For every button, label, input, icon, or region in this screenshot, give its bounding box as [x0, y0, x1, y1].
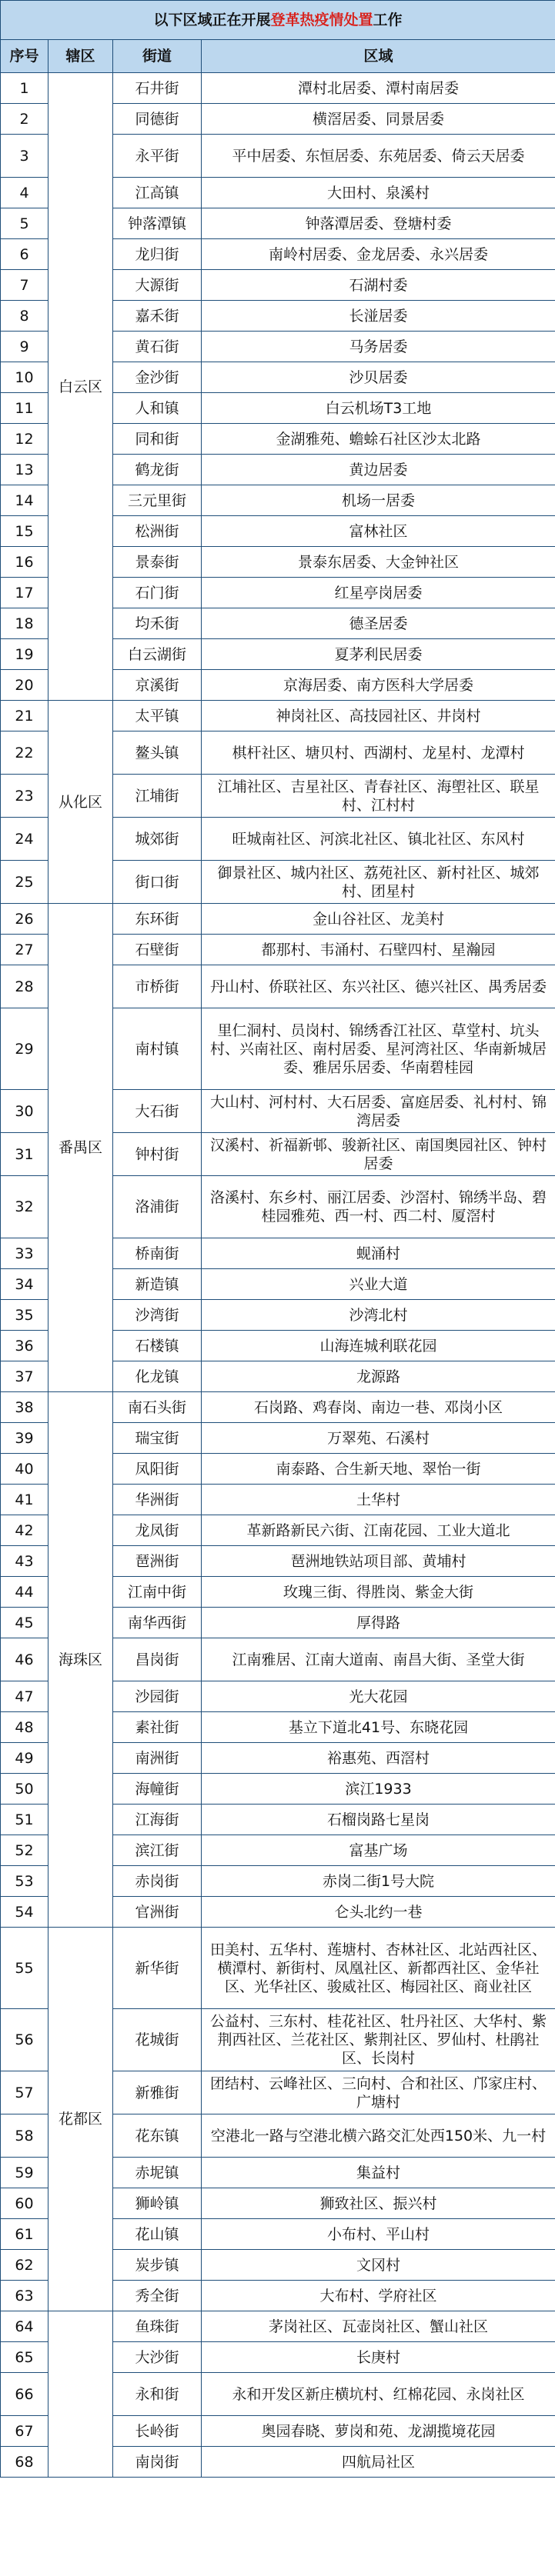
row-number: 36: [1, 1331, 48, 1361]
area-cell: 大山村、河村村、大石居委、富庭居委、礼村村、锦湾居委: [202, 1090, 555, 1133]
row-number: 54: [1, 1897, 48, 1928]
row-number: 62: [1, 2250, 48, 2281]
street-cell: 桥南街: [113, 1238, 202, 1269]
street-cell: 鹤龙街: [113, 455, 202, 485]
row-number: 57: [1, 2071, 48, 2114]
row-number: 3: [1, 135, 48, 178]
area-cell: 都那村、韦涌村、石壁四村、星瀚园: [202, 935, 555, 965]
street-cell: 琶洲街: [113, 1546, 202, 1577]
row-number: 30: [1, 1090, 48, 1133]
area-cell: 石岗路、鸡春岗、南边一巷、邓岗小区: [202, 1392, 555, 1423]
area-cell: 南泰路、合生新天地、翠怡一街: [202, 1454, 555, 1485]
street-cell: 花城街: [113, 2009, 202, 2071]
area-cell: 旺城南社区、河滨北社区、镇北社区、东风村: [202, 818, 555, 861]
street-cell: 江海街: [113, 1805, 202, 1835]
row-number: 9: [1, 332, 48, 362]
area-cell: 滨江1933: [202, 1774, 555, 1805]
street-cell: 花山镇: [113, 2219, 202, 2250]
street-cell: 化龙镇: [113, 1361, 202, 1392]
row-number: 21: [1, 701, 48, 731]
area-cell: 钟落潭居委、登塘村委: [202, 208, 555, 239]
row-number: 14: [1, 485, 48, 516]
area-cell: 德圣居委: [202, 608, 555, 639]
street-cell: 素社街: [113, 1712, 202, 1743]
area-cell: 奥园春晓、萝岗和苑、龙湖揽境花园: [202, 2416, 555, 2447]
row-number: 27: [1, 935, 48, 965]
area-cell: 马务居委: [202, 332, 555, 362]
row-number: 44: [1, 1577, 48, 1608]
area-cell: 革新路新民六街、江南花园、工业大道北: [202, 1515, 555, 1546]
table-title: [1, 1, 555, 40]
area-cell: 光大花园: [202, 1681, 555, 1712]
street-cell: 赤坭镇: [113, 2158, 202, 2188]
row-number: 22: [1, 731, 48, 775]
row-number: 40: [1, 1454, 48, 1485]
street-cell: 秀全街: [113, 2281, 202, 2311]
title-row: [1, 1, 555, 40]
area-cell: 空港北一路与空港北横六路交汇处西150米、九一村: [202, 2114, 555, 2158]
row-number: 11: [1, 393, 48, 424]
row-number: 43: [1, 1546, 48, 1577]
table-row: [1, 904, 555, 935]
area-cell: 石榴岗路七星岗: [202, 1805, 555, 1835]
street-cell: 沙湾街: [113, 1300, 202, 1331]
row-number: 5: [1, 208, 48, 239]
area-cell: 基立下道北41号、东晓花园: [202, 1712, 555, 1743]
street-cell: 钟落潭镇: [113, 208, 202, 239]
street-cell: 新华街: [113, 1928, 202, 2009]
row-number: 20: [1, 670, 48, 701]
row-number: 24: [1, 818, 48, 861]
area-cell: 江南雅居、江南大道南、南昌大街、圣堂大街: [202, 1638, 555, 1681]
street-cell: 石楼镇: [113, 1331, 202, 1361]
area-cell: 兴业大道: [202, 1269, 555, 1300]
area-cell: 洛溪村、东乡村、丽江居委、沙滘村、锦绣半岛、碧桂园雅苑、西一村、西二村、厦滘村: [202, 1176, 555, 1238]
area-cell: 土华村: [202, 1485, 555, 1515]
area-cell: 琶洲地铁站项目部、黄埔村: [202, 1546, 555, 1577]
row-number: 33: [1, 1238, 48, 1269]
street-cell: 华洲街: [113, 1485, 202, 1515]
street-cell: 狮岭镇: [113, 2188, 202, 2219]
row-number: 47: [1, 1681, 48, 1712]
area-cell: 黄边居委: [202, 455, 555, 485]
row-number: 68: [1, 2447, 48, 2478]
street-cell: 松洲街: [113, 516, 202, 547]
row-number: 29: [1, 1008, 48, 1090]
area-cell: 富林社区: [202, 516, 555, 547]
street-cell: 新雅街: [113, 2071, 202, 2114]
row-number: 52: [1, 1835, 48, 1866]
area-cell: 机场一居委: [202, 485, 555, 516]
street-cell: 昌岗街: [113, 1638, 202, 1681]
area-cell: 富基广场: [202, 1835, 555, 1866]
row-number: 18: [1, 608, 48, 639]
street-cell: 南石头街: [113, 1392, 202, 1423]
row-number: 46: [1, 1638, 48, 1681]
row-number: 34: [1, 1269, 48, 1300]
row-number: 4: [1, 178, 48, 208]
area-cell: 平中居委、东恒居委、东苑居委、倚云天居委: [202, 135, 555, 178]
area-cell: 山海连城利联花园: [202, 1331, 555, 1361]
row-number: 6: [1, 239, 48, 270]
street-cell: 江埔街: [113, 775, 202, 818]
street-cell: 官洲街: [113, 1897, 202, 1928]
row-number: 31: [1, 1133, 48, 1176]
street-cell: 同和街: [113, 424, 202, 455]
area-cell: 沙湾北村: [202, 1300, 555, 1331]
area-cell: 万翠苑、石溪村: [202, 1423, 555, 1454]
row-number: 56: [1, 2009, 48, 2071]
street-cell: 钟村街: [113, 1133, 202, 1176]
header-district: 辖区: [48, 40, 113, 73]
street-cell: 海幢街: [113, 1774, 202, 1805]
area-cell: 景泰东居委、大金钟社区: [202, 547, 555, 578]
row-number: 7: [1, 270, 48, 301]
area-cell: 龙源路: [202, 1361, 555, 1392]
area-cell: 玫瑰三街、得胜岗、紫金大街: [202, 1577, 555, 1608]
area-cell: 横滘居委、同景居委: [202, 104, 555, 135]
row-number: 60: [1, 2188, 48, 2219]
row-number: 63: [1, 2281, 48, 2311]
area-cell: 赤岗二街1号大院: [202, 1866, 555, 1897]
street-cell: 街口街: [113, 861, 202, 904]
district-cell: 番禺区: [48, 904, 113, 1392]
street-cell: 炭步镇: [113, 2250, 202, 2281]
area-cell: 裕惠苑、西滘村: [202, 1743, 555, 1774]
area-cell: 沙贝居委: [202, 362, 555, 393]
street-cell: 东环街: [113, 904, 202, 935]
street-cell: 洛浦街: [113, 1176, 202, 1238]
street-cell: 金沙街: [113, 362, 202, 393]
street-cell: 永平街: [113, 135, 202, 178]
street-cell: 永和街: [113, 2373, 202, 2416]
street-cell: 江南中街: [113, 1577, 202, 1608]
title-highlight: 登革热疫情处置: [270, 12, 373, 28]
area-cell: 公益村、三东村、桂花社区、牡丹社区、大华村、紫荆西社区、兰花社区、紫荆社区、罗仙村、杜鹃社区、长岗村: [202, 2009, 555, 2071]
table-row: [1, 2311, 555, 2342]
area-cell: 厚得路: [202, 1608, 555, 1638]
street-cell: 新造镇: [113, 1269, 202, 1300]
header-street: 街道: [113, 40, 202, 73]
area-cell: 汉溪村、祈福新邨、骏新社区、南国奥园社区、钟村居委: [202, 1133, 555, 1176]
street-cell: 同德街: [113, 104, 202, 135]
area-cell: 田美村、五华村、莲塘村、杏林社区、北站西社区、横潭村、新街村、凤凰社区、新都西社区、金华社区、光华社区、骏威社区、梅园社区、商业社区: [202, 1928, 555, 2009]
street-cell: 长岭街: [113, 2416, 202, 2447]
street-cell: 三元里街: [113, 485, 202, 516]
area-cell: 团结村、云峰社区、三向村、合和社区、邝家庄村、广塘村: [202, 2071, 555, 2114]
area-cell: 京海居委、南方医科大学居委: [202, 670, 555, 701]
street-cell: 大源街: [113, 270, 202, 301]
title-suffix: 工作: [373, 12, 403, 28]
area-cell: 仑头北约一巷: [202, 1897, 555, 1928]
row-number: 59: [1, 2158, 48, 2188]
row-number: 23: [1, 775, 48, 818]
area-cell: 永和开发区新庄横坑村、红棉花园、永岗社区: [202, 2373, 555, 2416]
area-cell: 集益村: [202, 2158, 555, 2188]
row-number: 66: [1, 2373, 48, 2416]
row-number: 64: [1, 2311, 48, 2342]
area-cell: 棋杆社区、塘贝村、西湖村、龙星村、龙潭村: [202, 731, 555, 775]
street-cell: 龙归街: [113, 239, 202, 270]
area-cell: 潭村北居委、潭村南居委: [202, 73, 555, 104]
row-number: 67: [1, 2416, 48, 2447]
area-cell: 南岭村居委、金龙居委、永兴居委: [202, 239, 555, 270]
street-cell: 鳌头镇: [113, 731, 202, 775]
table-body: [1, 73, 555, 2478]
title-prefix: 以下区域正在开展: [153, 12, 271, 28]
street-cell: 大沙街: [113, 2342, 202, 2373]
row-number: 32: [1, 1176, 48, 1238]
area-cell: 长庚村: [202, 2342, 555, 2373]
row-number: 53: [1, 1866, 48, 1897]
area-cell: 狮致社区、振兴村: [202, 2188, 555, 2219]
area-cell: 文冈村: [202, 2250, 555, 2281]
district-cell: [48, 2311, 113, 2478]
area-cell: 蚬涌村: [202, 1238, 555, 1269]
row-number: 17: [1, 578, 48, 608]
row-number: 15: [1, 516, 48, 547]
street-cell: 黄石街: [113, 332, 202, 362]
street-cell: 鱼珠街: [113, 2311, 202, 2342]
row-number: 41: [1, 1485, 48, 1515]
street-cell: 南村镇: [113, 1008, 202, 1090]
row-number: 55: [1, 1928, 48, 2009]
table-row: [1, 1392, 555, 1423]
street-cell: 石井街: [113, 73, 202, 104]
district-cell: 海珠区: [48, 1392, 113, 1928]
row-number: 61: [1, 2219, 48, 2250]
row-number: 49: [1, 1743, 48, 1774]
street-cell: 白云湖街: [113, 639, 202, 670]
street-cell: 太平镇: [113, 701, 202, 731]
street-cell: 南华西街: [113, 1608, 202, 1638]
row-number: 58: [1, 2114, 48, 2158]
row-number: 38: [1, 1392, 48, 1423]
street-cell: 景泰街: [113, 547, 202, 578]
area-cell: 白云机场T3工地: [202, 393, 555, 424]
area-cell: 丹山村、侨联社区、东兴社区、德兴社区、禺秀居委: [202, 965, 555, 1008]
header-no: 序号: [1, 40, 48, 73]
street-cell: 沙园街: [113, 1681, 202, 1712]
street-cell: 凤阳街: [113, 1454, 202, 1485]
area-cell: 里仁洞村、员岗村、锦绣香江社区、草堂村、坑头村、兴南社区、南村居委、星河湾社区、华南新城居委、雅居乐居委、华南碧桂园: [202, 1008, 555, 1090]
street-cell: 均禾街: [113, 608, 202, 639]
row-number: 42: [1, 1515, 48, 1546]
area-cell: 夏茅利民居委: [202, 639, 555, 670]
district-cell: 从化区: [48, 701, 113, 904]
row-number: 35: [1, 1300, 48, 1331]
row-number: 19: [1, 639, 48, 670]
district-cell: 白云区: [48, 73, 113, 701]
street-cell: 滨江街: [113, 1835, 202, 1866]
street-cell: 江高镇: [113, 178, 202, 208]
row-number: 39: [1, 1423, 48, 1454]
area-cell: 大布村、学府社区: [202, 2281, 555, 2311]
street-cell: 人和镇: [113, 393, 202, 424]
area-cell: 小布村、平山村: [202, 2219, 555, 2250]
street-cell: 大石街: [113, 1090, 202, 1133]
row-number: 8: [1, 301, 48, 332]
area-cell: 长湴居委: [202, 301, 555, 332]
street-cell: 市桥街: [113, 965, 202, 1008]
area-cell: 四航局社区: [202, 2447, 555, 2478]
row-number: 13: [1, 455, 48, 485]
row-number: 48: [1, 1712, 48, 1743]
street-cell: 龙凤街: [113, 1515, 202, 1546]
table-row: [1, 1928, 555, 2009]
header-area: 区域: [202, 40, 555, 73]
row-number: 37: [1, 1361, 48, 1392]
area-cell: 神岗社区、高技园社区、井岗村: [202, 701, 555, 731]
row-number: 26: [1, 904, 48, 935]
street-cell: 京溪街: [113, 670, 202, 701]
row-number: 28: [1, 965, 48, 1008]
street-cell: 嘉禾街: [113, 301, 202, 332]
district-cell: 花都区: [48, 1928, 113, 2311]
row-number: 51: [1, 1805, 48, 1835]
street-cell: 赤岗街: [113, 1866, 202, 1897]
area-cell: 大田村、泉溪村: [202, 178, 555, 208]
street-cell: 南岗街: [113, 2447, 202, 2478]
street-cell: 石壁街: [113, 935, 202, 965]
row-number: 25: [1, 861, 48, 904]
row-number: 12: [1, 424, 48, 455]
table-row: [1, 73, 555, 104]
area-cell: 茅岗社区、瓦壶岗社区、蟹山社区: [202, 2311, 555, 2342]
street-cell: 花东镇: [113, 2114, 202, 2158]
area-cell: 金湖雅苑、蟾蜍石社区沙太北路: [202, 424, 555, 455]
area-cell: 金山谷社区、龙美村: [202, 904, 555, 935]
area-cell: 石湖村委: [202, 270, 555, 301]
table-row: [1, 701, 555, 731]
street-cell: 城郊街: [113, 818, 202, 861]
row-number: 1: [1, 73, 48, 104]
row-number: 50: [1, 1774, 48, 1805]
header-row: [1, 40, 555, 73]
street-cell: 石门街: [113, 578, 202, 608]
row-number: 65: [1, 2342, 48, 2373]
street-cell: 南洲街: [113, 1743, 202, 1774]
area-cell: 红星亭岗居委: [202, 578, 555, 608]
street-cell: 瑞宝街: [113, 1423, 202, 1454]
row-number: 10: [1, 362, 48, 393]
area-cell: 御景社区、城内社区、荔苑社区、新村社区、城郊村、团星村: [202, 861, 555, 904]
row-number: 16: [1, 547, 48, 578]
row-number: 45: [1, 1608, 48, 1638]
row-number: 2: [1, 104, 48, 135]
area-cell: 江埔社区、吉星社区、青春社区、海塱社区、联星村、江村村: [202, 775, 555, 818]
